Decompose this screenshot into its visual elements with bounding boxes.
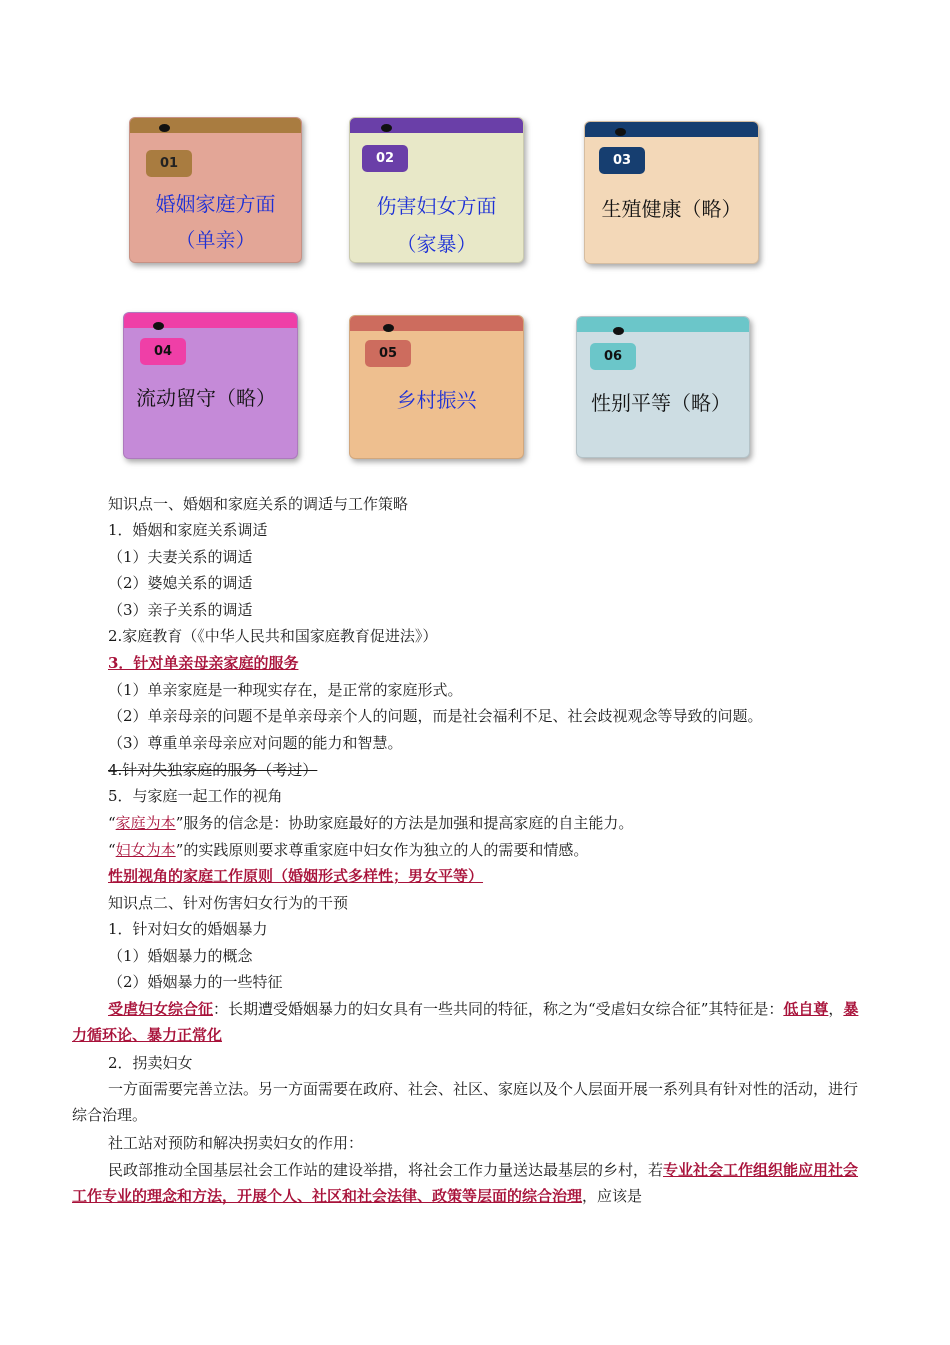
list-item: 1．针对妇女的婚姻暴力 bbox=[108, 920, 268, 938]
card-title: 婚姻家庭方面 bbox=[155, 192, 276, 216]
card-title: 性别平等（略） bbox=[591, 391, 731, 415]
topic-card-06 bbox=[576, 316, 750, 458]
list-item: 5．与家庭一起工作的视角 bbox=[108, 787, 283, 805]
section-heading: 知识点一、婚姻和家庭关系的调适与工作策略 bbox=[108, 495, 409, 513]
paragraph-text: ”服务的信念是：协助家庭最好的方法是加强和提高家庭的自主能力。 bbox=[175, 814, 634, 832]
card-title: 生殖健康（略） bbox=[601, 197, 742, 221]
list-item: （3）亲子关系的调适 bbox=[108, 601, 253, 619]
list-item: （1）单亲家庭是一种现实存在，是正常的家庭形式。 bbox=[108, 681, 463, 699]
paragraph bbox=[108, 837, 588, 863]
list-item: 2.家庭教育（《中华人民共和国家庭教育促进法》） bbox=[108, 627, 438, 645]
highlight-term: 妇女为本 bbox=[115, 841, 176, 859]
topic-card-03 bbox=[584, 121, 759, 264]
list-item: 2．拐卖妇女 bbox=[108, 1054, 193, 1072]
paragraph-text: ， bbox=[828, 1000, 844, 1018]
paragraph-text: ”的实践原则要求尊重家庭中妇女作为独立的人的需要和情感。 bbox=[175, 841, 589, 859]
highlight-term: 受虐妇女综合征 bbox=[108, 1000, 214, 1018]
card-number: 03 bbox=[599, 147, 645, 174]
list-item: 1．婚姻和家庭关系调适 bbox=[108, 521, 268, 539]
topic-card-04 bbox=[123, 312, 298, 459]
pin-icon bbox=[381, 124, 392, 132]
paragraph: 社工站对预防和解决拐卖妇女的作用： bbox=[108, 1134, 364, 1152]
pin-icon bbox=[615, 128, 626, 136]
paragraph bbox=[108, 810, 633, 836]
paragraph bbox=[72, 1157, 869, 1209]
card-title: 乡村振兴 bbox=[396, 388, 477, 412]
highlight-heading: 3．针对单亲母亲家庭的服务 bbox=[108, 654, 299, 672]
pin-icon bbox=[613, 327, 624, 335]
card-number: 01 bbox=[146, 150, 192, 177]
card-number: 05 bbox=[365, 340, 411, 367]
card-band bbox=[350, 118, 523, 133]
struck-item: 4.针对失独家庭的服务（考过） bbox=[108, 761, 318, 779]
pin-icon bbox=[159, 124, 170, 132]
card-band bbox=[124, 313, 297, 328]
card-subtitle: （家暴） bbox=[396, 232, 477, 256]
card-number: 04 bbox=[140, 338, 186, 365]
highlight-term: 家庭为本 bbox=[115, 814, 176, 832]
paragraph-text: ：长期遭受婚姻暴力的妇女具有一些共同的特征，称之为“受虐妇女综合征”其特征是： bbox=[213, 1000, 784, 1018]
card-band bbox=[130, 118, 301, 133]
list-item: （3）尊重单亲母亲应对问题的能力和智慧。 bbox=[108, 734, 403, 752]
pin-icon bbox=[383, 324, 394, 332]
topic-card-02 bbox=[349, 117, 524, 263]
list-item: （2）单亲母亲的问题不是单亲母亲个人的问题，而是社会福利不足、社会歧视观念等导致的问题。 bbox=[108, 707, 763, 725]
paragraph bbox=[72, 996, 869, 1048]
highlight-heading: 性别视角的家庭工作原则（婚姻形式多样性；男女平等） bbox=[108, 867, 484, 885]
quote-mark: “ bbox=[108, 814, 116, 832]
card-title: 伤害妇女方面 bbox=[376, 194, 497, 218]
paragraph: 一方面需要完善立法。另一方面需要在政府、社会、社区、家庭以及个人层面开展一系列具有针对性的活动，进行综合治理。 bbox=[72, 1080, 859, 1124]
highlight-term: 暴力循环论、暴力正常化 bbox=[72, 1000, 859, 1044]
card-subtitle: （单亲） bbox=[175, 228, 256, 252]
list-item: （1）夫妻关系的调适 bbox=[108, 548, 253, 566]
section-heading: 知识点二、针对伤害妇女行为的干预 bbox=[108, 894, 349, 912]
paragraph-text: ，应该是 bbox=[582, 1187, 643, 1205]
topic-card-01 bbox=[129, 117, 302, 263]
list-item: （2）婆媳关系的调适 bbox=[108, 574, 253, 592]
card-number: 02 bbox=[362, 145, 408, 172]
highlight-term: 低自尊 bbox=[783, 1000, 829, 1018]
card-band bbox=[577, 317, 749, 332]
topic-card-05 bbox=[349, 315, 524, 459]
pin-icon bbox=[153, 322, 164, 330]
quote-mark: “ bbox=[108, 841, 116, 859]
card-band bbox=[350, 316, 523, 331]
highlight-term: 专业社会工作组织能应用社会工作专业的理念和方法，开展个人、社区和社会法律、政策等层面的综合治理 bbox=[72, 1161, 859, 1205]
list-item: （1）婚姻暴力的概念 bbox=[108, 947, 253, 965]
card-title: 流动留守（略） bbox=[136, 386, 276, 410]
card-number: 06 bbox=[590, 343, 636, 370]
list-item: （2）婚姻暴力的一些特征 bbox=[108, 973, 283, 991]
card-band bbox=[585, 122, 758, 137]
paragraph-text: 民政部推动全国基层社会工作站的建设举措，将社会工作力量送达最基层的乡村，若 bbox=[108, 1161, 664, 1179]
